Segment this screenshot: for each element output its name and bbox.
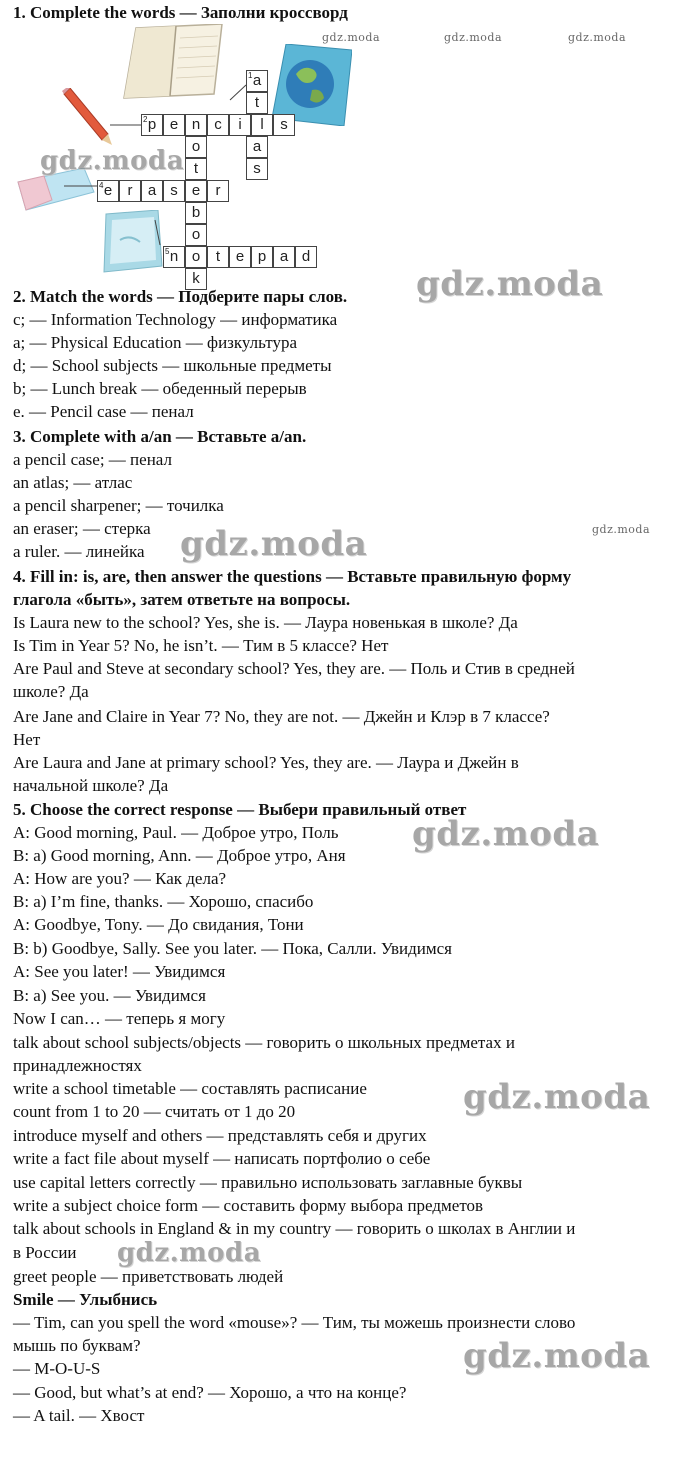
crossword-cell: k <box>185 268 207 290</box>
crossword-cell: t <box>185 158 207 180</box>
smile-line: мышь по буквам? <box>13 1336 141 1355</box>
now-i-can-line: introduce myself and others — представлять себя и других <box>13 1126 427 1145</box>
watermark: gdz.moda <box>117 1238 262 1268</box>
section4-line: Is Laura new to the school? Yes, she is. — Лаура новенькая в школе? Да <box>13 613 518 632</box>
crossword-cell: 2 p <box>141 114 163 136</box>
crossword-cell: a <box>141 180 163 202</box>
section5-line: A: Goodbye, Tony. — До свидания, Тони <box>13 915 304 934</box>
now-i-can-line: Now I can… — теперь я могу <box>13 1009 226 1028</box>
now-i-can-line: talk about school subjects/objects — говорить о школьных предметах и <box>13 1033 515 1052</box>
crossword-cell: e <box>185 180 207 202</box>
section3-line: a pencil sharpener; — точилка <box>13 496 224 515</box>
crossword-cell: p <box>251 246 273 268</box>
section3-line: an atlas; — атлас <box>13 473 133 492</box>
now-i-can-line: принадлежностях <box>13 1056 142 1075</box>
section5-line: B: b) Goodbye, Sally. See you later. — Пока, Салли. Увидимся <box>13 939 452 958</box>
watermark: gdz.moda <box>412 814 600 854</box>
section2-title: 2. Match the words — Подберите пары слов. <box>13 287 348 306</box>
now-i-can-line: write a fact file about myself — написать портфолио о себе <box>13 1149 431 1168</box>
crossword-cell: i <box>229 114 251 136</box>
crossword-cell: 1 a <box>246 70 268 92</box>
smile-title: Smile — Улыбнись <box>13 1290 158 1309</box>
watermark: gdz.moda <box>463 1336 651 1376</box>
crossword-cell: s <box>163 180 185 202</box>
crossword-cell: t <box>207 246 229 268</box>
crossword-cell: e <box>229 246 251 268</box>
section3-line: a ruler. — линейка <box>13 542 145 561</box>
crossword-cell: s <box>273 114 295 136</box>
watermark: gdz.moda <box>568 31 627 44</box>
crossword-cell: r <box>207 180 229 202</box>
crossword-cell: c <box>207 114 229 136</box>
watermark: gdz.moda <box>180 524 368 564</box>
section4-title-cont: глагола «быть», затем ответьте на вопросы. <box>13 590 351 609</box>
smile-line: — Good, but what’s at end? — Хорошо, а что на конце? <box>13 1383 407 1402</box>
section1-title: 1. Complete the words — Заполни кроссворд <box>13 3 348 22</box>
section2-line: a; — Physical Education — физкультура <box>13 333 297 352</box>
now-i-can-line: greet people — приветствовать людей <box>13 1267 284 1286</box>
crossword-cell: a <box>246 136 268 158</box>
smile-line: — Tim, can you spell the word «mouse»? — Тим, ты можешь произнести слово <box>13 1313 576 1332</box>
crossword-cell: a <box>273 246 295 268</box>
section3-title: 3. Complete with a/an — Вставьте a/an. <box>13 427 307 446</box>
section4-title: 4. Fill in: is, are, then answer the questions — Вставьте правильную форму <box>13 567 572 586</box>
section4-line: школе? Да <box>13 682 89 701</box>
crossword-cell: t <box>246 92 268 114</box>
crossword-cell: 4 e <box>97 180 119 202</box>
section4-line: Нет <box>13 730 41 749</box>
crossword-cell: r <box>119 180 141 202</box>
crossword-cell: o <box>185 136 207 158</box>
section4-line: Is Tim in Year 5? No, he isn’t. — Тим в 5 классе? Нет <box>13 636 389 655</box>
crossword-cell: s <box>246 158 268 180</box>
section5-title: 5. Choose the correct response — Выбери правильный ответ <box>13 800 467 819</box>
section5-line: A: How are you? — Как дела? <box>13 869 227 888</box>
section3-line: a pencil case; — пенал <box>13 450 172 469</box>
watermark: gdz.moda <box>40 146 185 176</box>
crossword-cell: 5 n <box>163 246 185 268</box>
now-i-can-line: use capital letters correctly — правильно использовать заглавные буквы <box>13 1173 523 1192</box>
section2-line: c; — Information Technology — информатика <box>13 310 338 329</box>
watermark: gdz.moda <box>592 523 651 536</box>
now-i-can-line: write a subject choice form — составить форму выбора предметов <box>13 1196 484 1215</box>
section5-line: A: Good morning, Paul. — Доброе утро, Поль <box>13 823 339 842</box>
section5-line: B: a) Good morning, Ann. — Доброе утро, Аня <box>13 846 346 865</box>
watermark: gdz.moda <box>463 1077 651 1117</box>
crossword-cell: b <box>185 202 207 224</box>
crossword-cell: l <box>251 114 273 136</box>
section3-line: an eraser; — стерка <box>13 519 151 538</box>
watermark: gdz.moda <box>416 264 604 304</box>
section4-line: Are Jane and Claire in Year 7? No, they are not. — Джейн и Клэр в 7 классе? <box>13 707 550 726</box>
section2-line: d; — School subjects — школьные предметы <box>13 356 332 375</box>
section4-line: начальной школе? Да <box>13 776 169 795</box>
now-i-can-line: talk about schools in England & in my country — говорить о школах в Англии и <box>13 1219 576 1238</box>
crossword-cell: n <box>185 114 207 136</box>
section5-line: B: a) I’m fine, thanks. — Хорошо, спасибо <box>13 892 314 911</box>
section4-line: Are Paul and Steve at secondary school? Yes, they are. — Поль и Стив в средней <box>13 659 575 678</box>
section5-line: A: See you later! — Увидимся <box>13 962 226 981</box>
section2-line: e. — Pencil case — пенал <box>13 402 194 421</box>
watermark: gdz.moda <box>322 31 381 44</box>
section4-line: Are Laura and Jane at primary school? Yes, they are. — Лаура и Джейн в <box>13 753 519 772</box>
smile-line: — A tail. — Хвост <box>13 1406 145 1425</box>
watermark: gdz.moda <box>444 31 503 44</box>
now-i-can-line: в России <box>13 1243 77 1262</box>
crossword-cell: d <box>295 246 317 268</box>
crossword-cell: e <box>163 114 185 136</box>
section5-line: B: a) See you. — Увидимся <box>13 986 206 1005</box>
now-i-can-line: count from 1 to 20 — считать от 1 до 20 <box>13 1102 296 1121</box>
crossword-cell: o <box>185 224 207 246</box>
crossword-cell: o <box>185 246 207 268</box>
section2-line: b; — Lunch break — обеденный перерыв <box>13 379 307 398</box>
smile-line: — M-O-U-S <box>13 1359 101 1378</box>
now-i-can-line: write a school timetable — составлять расписание <box>13 1079 367 1098</box>
